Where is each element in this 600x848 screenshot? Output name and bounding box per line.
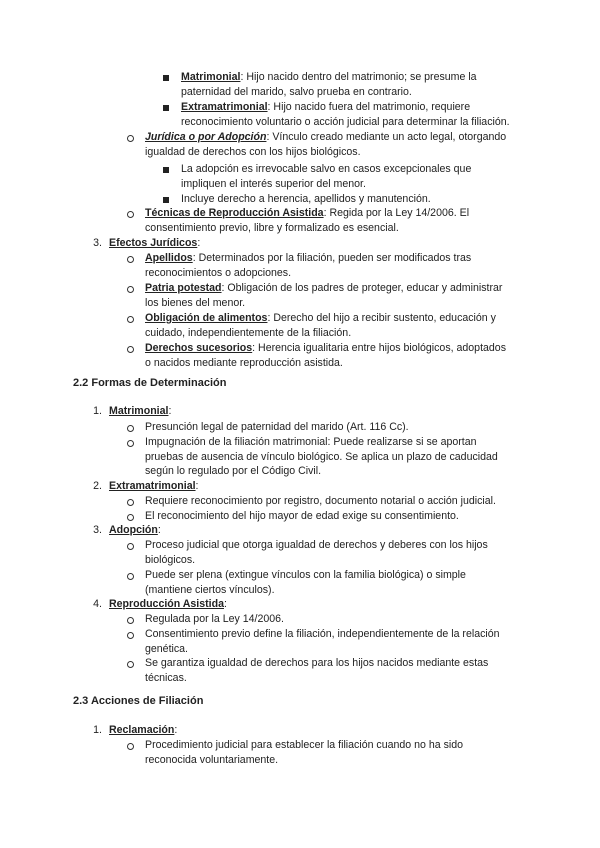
- adopcion-b1: Proceso judicial que otorga igualdad de derechos y deberes con los hijos: [145, 539, 488, 551]
- repro-b2-cont: genética.: [145, 643, 188, 655]
- extra-b2: El reconocimiento del hijo mayor de edad exige su consentimiento.: [145, 510, 459, 522]
- alimentos-line: Obligación de alimentos: Derecho del hijo a recibir sustento, educación y: [145, 312, 496, 324]
- circle-bullet-icon: [127, 256, 134, 263]
- matrimonial-bullet-cont: paternidad del marido, salvo prueba en contrario.: [181, 86, 412, 98]
- apellidos-line: Apellidos: Determinados por la filiación, pueden ser modificados tras: [145, 252, 472, 264]
- adopcion-b2-cont: (mantiene ciertos vínculos).: [145, 584, 275, 596]
- apellidos-cont: reconocimientos o adopciones.: [145, 267, 292, 279]
- section-heading: 2.2 Formas de Determinación: [73, 377, 227, 389]
- reclamacion-b1: Procedimiento judicial para establecer la filiación cuando no ha sido: [145, 739, 464, 751]
- reclamacion-title: Reclamación:: [109, 724, 178, 736]
- extramatrimonial-title: Extramatrimonial:: [109, 480, 199, 492]
- circle-bullet-icon: [127, 425, 134, 432]
- circle-bullet-icon: [127, 135, 134, 142]
- list-number: 3.: [93, 237, 102, 249]
- juridica-sub1: La adopción es irrevocable salvo en casos excepcionales que: [181, 163, 472, 175]
- matrimonial-b2-cont2: según lo regulado por el Código Civil.: [145, 465, 322, 477]
- circle-bullet-icon: [127, 632, 134, 639]
- alimentos-cont: cuidado, independientemente de la filiación.: [145, 327, 352, 339]
- sucesorios-cont: o nacidos mediante reproducción asistida.: [145, 357, 343, 369]
- circle-bullet-icon: [127, 211, 134, 218]
- list-number: 1.: [93, 724, 102, 736]
- square-bullet-icon: [163, 167, 169, 173]
- matrimonial-title: Matrimonial:: [109, 405, 172, 417]
- matrimonial-b2: Impugnación de la filiación matrimonial: Puede realizarse si se aportan: [145, 436, 477, 448]
- term-tecnicas: Técnicas de Reproducción Asistida: [145, 207, 324, 219]
- circle-bullet-icon: [127, 286, 134, 293]
- circle-bullet-icon: [127, 573, 134, 580]
- square-bullet-icon: [163, 197, 169, 203]
- juridica-cont: igualdad de derechos con los hijos biológicos.: [145, 146, 361, 158]
- matrimonial-bullet-line: Matrimonial: Hijo nacido dentro del matrimonio; se presume la: [181, 71, 477, 83]
- repro-b1: Regulada por la Ley 14/2006.: [145, 613, 285, 625]
- circle-bullet-icon: [127, 661, 134, 668]
- sucesorios-line: Derechos sucesorios: Herencia igualitaria entre hijos biológicos, adoptados: [145, 342, 506, 354]
- extramatrimonial-bullet-cont: reconocimiento voluntario o acción judicial para determinar la filiación.: [181, 116, 510, 128]
- reclamacion-b1-cont: reconocida voluntariamente.: [145, 754, 279, 766]
- tecnicas-cont: consentimiento previo, libre y formalizado es esencial.: [145, 222, 399, 234]
- matrimonial-b1: Presunción legal de paternidad del marido (Art. 116 Cc).: [145, 421, 409, 433]
- list-number: 1.: [93, 405, 102, 417]
- list-number: 4.: [93, 598, 102, 610]
- adopcion-title: Adopción:: [109, 524, 161, 536]
- term-matrimonial: Matrimonial: [181, 71, 241, 83]
- term-extramatrimonial: Extramatrimonial: [181, 101, 268, 113]
- repro-b2: Consentimiento previo define la filiación, independientemente de la relación: [145, 628, 500, 640]
- square-bullet-icon: [163, 75, 169, 81]
- square-bullet-icon: [163, 105, 169, 111]
- list-number: 2.: [93, 480, 102, 492]
- repro-b3: Se garantiza igualdad de derechos para los hijos nacidos mediante estas: [145, 657, 489, 669]
- extra-b1: Requiere reconocimiento por registro, documento notarial o acción judicial.: [145, 495, 496, 507]
- juridica-sub1-cont: impliquen el interés superior del menor.: [181, 178, 366, 190]
- extramatrimonial-bullet-line: Extramatrimonial: Hijo nacido fuera del matrimonio, requiere: [181, 101, 471, 113]
- circle-bullet-icon: [127, 743, 134, 750]
- tecnicas-line: Técnicas de Reproducción Asistida: Regida por la Ley 14/2006. El: [145, 207, 470, 219]
- circle-bullet-icon: [127, 617, 134, 624]
- patria-cont: los bienes del menor.: [145, 297, 246, 309]
- juridica-sub2: Incluye derecho a herencia, apellidos y manutención.: [181, 193, 431, 205]
- adopcion-b1-cont: biológicos.: [145, 554, 196, 566]
- efectos-title: Efectos Jurídicos:: [109, 237, 201, 249]
- circle-bullet-icon: [127, 346, 134, 353]
- juridica-line: Jurídica o por Adopción: Vínculo creado mediante un acto legal, otorgando: [145, 131, 507, 143]
- circle-bullet-icon: [127, 316, 134, 323]
- circle-bullet-icon: [127, 440, 134, 447]
- repro-b3-cont: técnicas.: [145, 672, 187, 684]
- circle-bullet-icon: [127, 499, 134, 506]
- matrimonial-b2-cont: pruebas de ausencia de vínculo biológico. Se aplica un plazo de caducidad: [145, 451, 498, 463]
- patria-line: Patria potestad: Obligación de los padres de proteger, educar y administrar: [145, 282, 503, 294]
- term-juridica: Jurídica o por Adopción: [145, 131, 267, 143]
- circle-bullet-icon: [127, 543, 134, 550]
- list-number: 3.: [93, 524, 102, 536]
- adopcion-b2: Puede ser plena (extingue vínculos con la familia biológica) o simple: [145, 569, 466, 581]
- section-heading: 2.3 Acciones de Filiación: [73, 695, 204, 707]
- repro-title: Reproducción Asistida:: [109, 598, 227, 610]
- circle-bullet-icon: [127, 514, 134, 521]
